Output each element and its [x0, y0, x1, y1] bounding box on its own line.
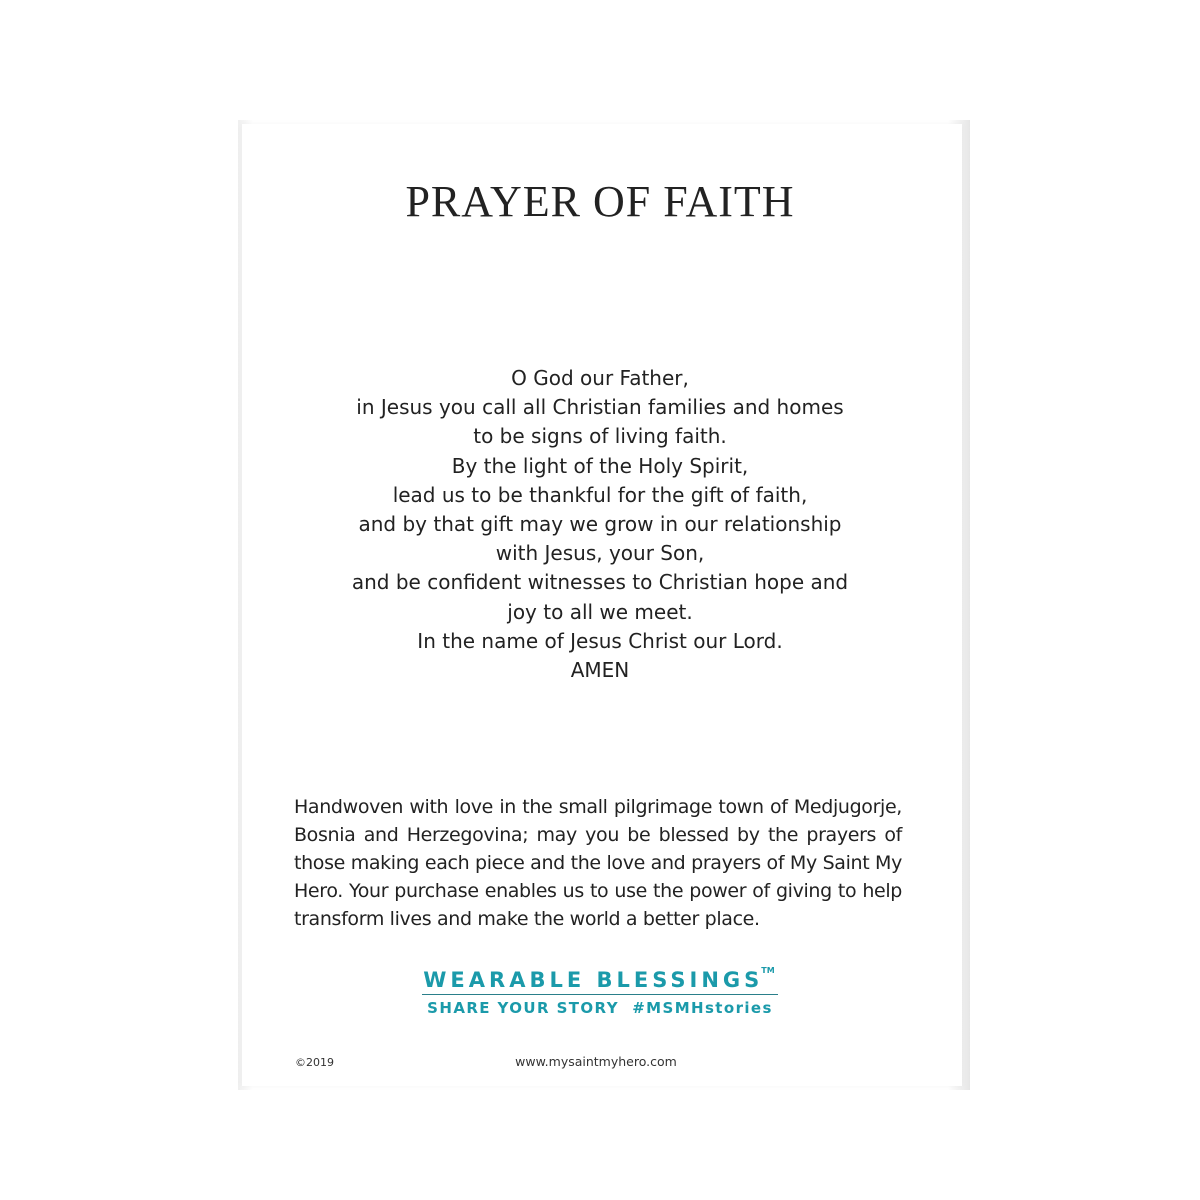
product-blurb: Handwoven with love in the small pilgrimage town of Medjugorje, Bosnia and Herzegovina; may you be blessed by the prayers of those making each piece and the love and prayers of My Saint My Hero. Your purchase enables us to use the power of giving to help transform lives and make the world a better place. [294, 796, 902, 930]
prayer-line: In the name of Jesus Christ our Lord. [417, 628, 783, 653]
brand-underline [422, 994, 778, 995]
brand-name [423, 968, 776, 992]
prayer-line: in Jesus you call all Christian families and homes [356, 395, 844, 420]
trademark-mark: TM [761, 966, 775, 975]
brand-name-text: WEARABLE BLESSINGS [423, 968, 764, 992]
brand-tagline: SHARE YOUR STORY #MSMHstories [427, 999, 773, 1017]
prayer-line: with Jesus, your Son, [495, 541, 705, 566]
card-title: PRAYER OF FAITH [405, 177, 795, 226]
prayer-text [300, 364, 900, 685]
prayer-line: By the light of the Holy Spirit, [451, 453, 749, 478]
prayer-line: lead us to be thankful for the gift of faith, [392, 482, 808, 507]
prayer-line: joy to all we meet. [507, 599, 693, 624]
copyright-notice: ©2019 [295, 1056, 334, 1069]
prayer-line-amen: AMEN [570, 658, 630, 683]
website-url: www.mysaintmyhero.com [515, 1054, 677, 1069]
prayer-line: O God our Father, [511, 366, 689, 390]
brand-block [418, 968, 782, 1017]
prayer-line: and by that gift may we grow in our relationship [358, 512, 842, 537]
prayer-line: and be confident witnesses to Christian hope and [351, 570, 849, 595]
prayer-line: to be signs of living faith. [473, 424, 727, 449]
